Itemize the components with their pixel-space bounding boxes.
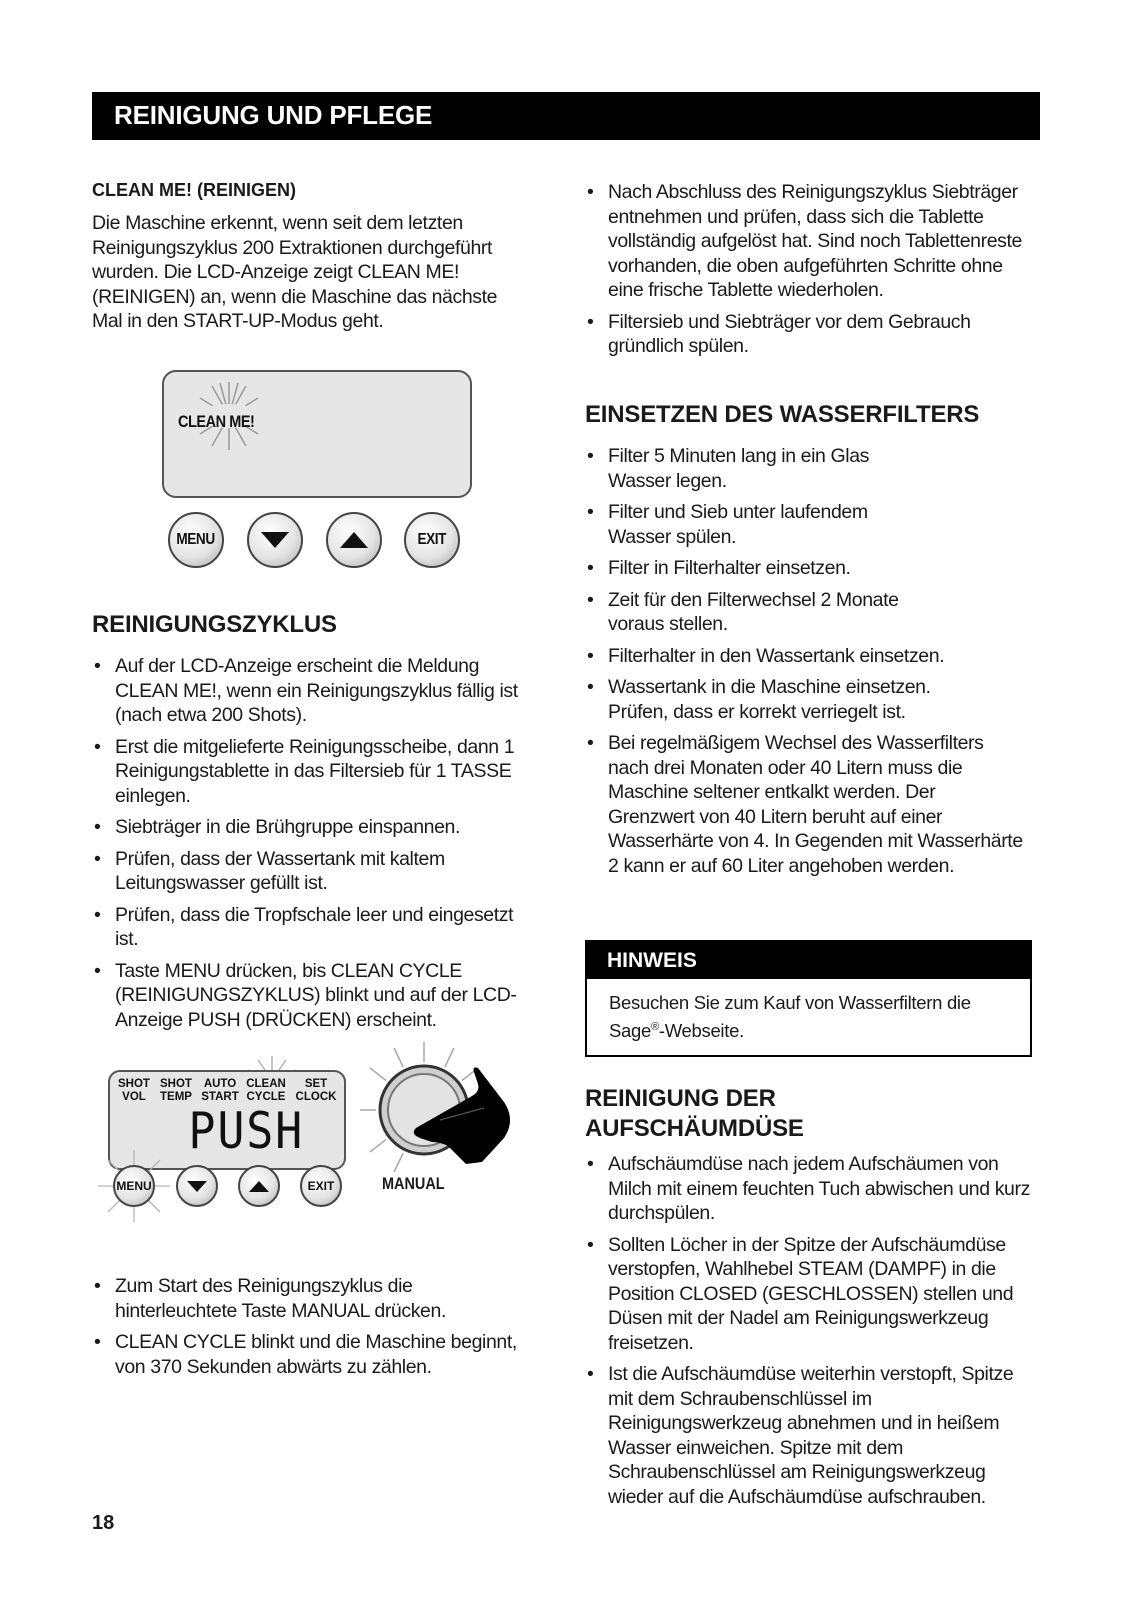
exit-button-label: EXIT (417, 531, 447, 548)
lcd-label-bottom: CYCLE (246, 1091, 286, 1103)
exit-button[interactable] (300, 1165, 342, 1207)
list-item: • Aufschäumdüse nach jedem Aufschäumen von Milch mit einem feuchten Tuch abwischen und kurz durchspülen. (585, 1152, 1030, 1226)
list-item: • Auf der LCD-Anzeige erscheint die Meldung CLEAN ME!, wenn ein Reinigungszyklus fällig ist (nach etwa 200 Shots). (92, 654, 532, 728)
list-item: • Taste MENU drücken, bis CLEAN CYCLE (REINIGUNGSZYKLUS) blinkt und auf der LCD-Anzeige PUSH (DRÜCKEN) erscheint. (92, 959, 532, 1033)
menu-button[interactable] (168, 512, 224, 568)
control-buttons-row (92, 512, 552, 578)
manual-label: MANUAL (382, 1174, 445, 1193)
lcd-label-top: AUTO (203, 1078, 237, 1090)
menu-button[interactable] (113, 1165, 155, 1207)
list-item: • Nach Abschluss des Reinigungszyklus Siebträger entnehmen und prüfen, dass sich die Tablette vollständig aufgelöst hat. Sind noch Tablettenreste vorhanden, die oben aufgeführten Schritte ohne eine frische Tablette wiederholen. (585, 180, 1025, 303)
lcd-label-top: CLEAN (246, 1078, 286, 1090)
menu-button-label: MENU (176, 531, 216, 548)
note-box (585, 940, 1032, 1057)
list-item: • Prüfen, dass die Tropfschale leer und eingesetzt ist. (92, 903, 532, 952)
menu-button-label: MENU (116, 1179, 152, 1193)
registered-mark: ® (651, 1021, 659, 1033)
list-item: • CLEAN CYCLE blinkt und die Maschine beginnt, von 370 Sekunden abwärts zu zählen. (92, 1330, 532, 1379)
lcd-label-top: SHOT (160, 1078, 192, 1090)
lcd-label-bottom: TEMP (160, 1091, 192, 1103)
list-item: • Zeit für den Filterwechsel 2 Monate voraus stellen. (585, 588, 945, 637)
right-column (585, 180, 1045, 1508)
list-item: • Erst die mitgelieferte Reinigungsscheibe, dann 1 Reinigungstablette in das Filtersieb für 1 TASSE einlegen. (92, 735, 532, 809)
lcd-label-bottom: VOL (122, 1091, 146, 1103)
page-number: 18 (92, 1512, 115, 1534)
exit-button-label: EXIT (307, 1179, 335, 1193)
list-item: • Bei regelmäßigem Wechsel des Wasserfilters nach drei Monaten oder 40 Litern muss die Maschine seltener entkalkt werden. Der Grenzwert von 40 Litern beruht auf einer Wasserhärte von 4. In Gegenden mit Wasserhärte 2 kann er auf 60 Liter angehoben werden. (585, 731, 1025, 878)
down-arrow-button[interactable] (247, 512, 303, 568)
lcd-label-top: SHOT (118, 1078, 150, 1090)
down-arrow-button[interactable] (176, 1165, 218, 1207)
steam-wand-heading-line2: AUFSCHÄUMDÜSE (585, 1115, 804, 1142)
lcd-display-clean-me (162, 370, 472, 498)
water-filter-list (585, 444, 1025, 885)
lcd-label-top: SET (304, 1078, 328, 1090)
steam-wand-list (585, 1152, 1030, 1516)
lcd-label-bottom: START (201, 1091, 239, 1103)
steam-wand-heading-line1: REINIGUNG DER (585, 1085, 776, 1112)
clean-me-heading: CLEAN ME! (REINIGEN) (92, 180, 296, 200)
cleaning-cycle-heading: REINIGUNGSZYKLUS (92, 611, 337, 638)
list-item: • Filter und Sieb unter laufendem Wasser spülen. (585, 500, 905, 549)
list-item: • Filterhalter in den Wassertank einsetzen. (585, 644, 1025, 669)
water-filter-heading: EINSETZEN DES WASSERFILTERS (585, 401, 980, 428)
list-item: • Zum Start des Reinigungszyklus die hinterleuchtete Taste MANUAL drücken. (92, 1274, 532, 1323)
note-heading: HINWEIS (587, 942, 1030, 979)
lcd-clean-me-text: CLEAN ME! (178, 412, 255, 431)
after-cycle-list (585, 180, 1025, 359)
note-text-before: Besuchen Sie zum Kauf von Wasserfiltern die Sage (609, 992, 971, 1042)
cleaning-cycle-list-2 (92, 1274, 532, 1386)
triangle-down-icon (260, 531, 290, 549)
clean-me-text: Die Maschine erkennt, wenn seit dem letzten Reinigungszyklus 200 Extraktionen durchgeführt wurden. Die LCD-Anzeige zeigt CLEAN ME! (REINIGEN) an, wenn die Maschine das nächste Mal in den START-UP-Modus geht. (92, 212, 498, 332)
lcd-label-bottom: CLOCK (295, 1091, 337, 1103)
page-header-bar (92, 92, 1040, 140)
cleaning-cycle-list (92, 654, 532, 1039)
up-arrow-button[interactable] (326, 512, 382, 568)
lcd-push-figure (92, 1060, 552, 1260)
list-item: • Sollten Löcher in der Spitze der Aufschäumdüse verstopfen, Wahlhebel STEAM (DAMPF) in die Position CLOSED (GESCHLOSSEN) stellen und Düsen mit der Nadel am Reinigungswerkzeug freisetzen. (585, 1233, 1030, 1356)
exit-button[interactable] (404, 512, 460, 568)
triangle-down-icon (186, 1180, 208, 1193)
list-item: • Filtersieb und Siebträger vor dem Gebrauch gründlich spülen. (585, 310, 1025, 359)
list-item: • Prüfen, dass der Wassertank mit kaltem Leitungswasser gefüllt ist. (92, 847, 532, 896)
up-arrow-button[interactable] (238, 1165, 280, 1207)
left-column (92, 180, 552, 1378)
note-text (587, 979, 1030, 1055)
page-header-title: REINIGUNG UND PFLEGE (114, 100, 433, 130)
list-item: • Siebträger in die Brühgruppe einspannen. (92, 815, 532, 840)
lcd-push-text: PUSH (188, 1102, 305, 1160)
note-text-after: -Webseite. (658, 1020, 744, 1042)
list-item: • Wassertank in die Maschine einsetzen. Prüfen, dass er korrekt verriegelt ist. (585, 675, 985, 724)
list-item: • Filter in Filterhalter einsetzen. (585, 556, 1025, 581)
steam-wand-heading (585, 1084, 804, 1144)
triangle-up-icon (339, 531, 369, 549)
list-item: • Ist die Aufschäumdüse weiterhin verstopft, Spitze mit dem Schraubenschlüssel im Reinigungswerkzeug abnehmen und in heißem Wasser einweichen. Spitze mit dem Schraubenschlüssel am Reinigungswerkzeug wieder auf die Aufschäumdüse aufschrauben. (585, 1362, 1030, 1509)
list-item: • Filter 5 Minuten lang in ein Glas Wasser legen. (585, 444, 905, 493)
triangle-up-icon (248, 1180, 270, 1193)
